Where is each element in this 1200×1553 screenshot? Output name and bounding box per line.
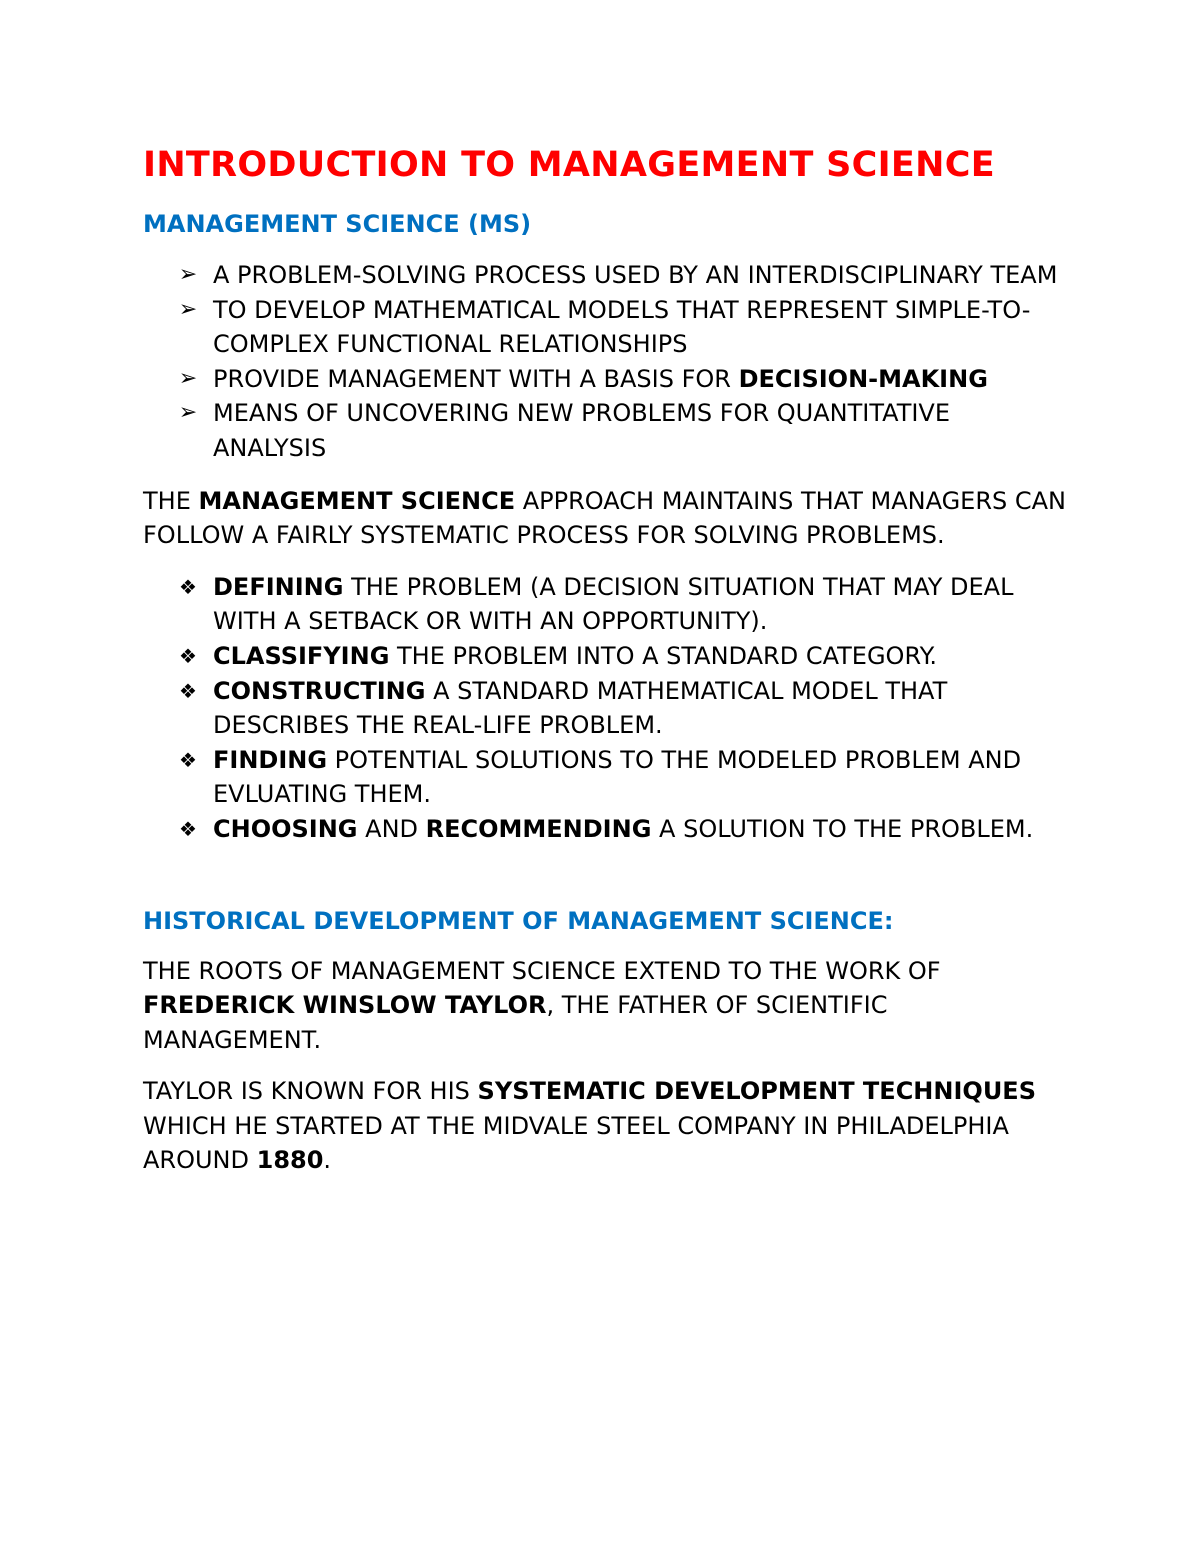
ms-definition-list bbox=[143, 258, 1068, 466]
four-diamond-bullet-icon: ❖ bbox=[179, 574, 197, 599]
paragraph-text: TAYLOR IS KNOWN FOR HIS bbox=[143, 1077, 478, 1106]
roots-paragraph bbox=[143, 954, 1068, 1058]
arrowhead-bullet-icon: ➢ bbox=[178, 365, 198, 391]
list-item-text: TO DEVELOP MATHEMATICAL MODELS THAT REPRESENT SIMPLE-TO-COMPLEX FUNCTIONAL RELATIONSHIPS bbox=[213, 295, 1031, 359]
list-item-bold-text: DEFINING bbox=[213, 572, 344, 601]
four-diamond-bullet-icon: ❖ bbox=[179, 816, 197, 841]
paragraph-bold-text: SYSTEMATIC DEVELOPMENT TECHNIQUES bbox=[477, 1077, 1036, 1106]
list-item-text: POTENTIAL SOLUTIONS TO THE MODELED PROBLEM AND EVLUATING THEM. bbox=[213, 745, 1022, 809]
list-item-bold-text: RECOMMENDING bbox=[425, 814, 652, 843]
list-item-text: THE PROBLEM (A DECISION SITUATION THAT MAY DEAL WITH A SETBACK OR WITH AN OPPORTUNITY). bbox=[213, 572, 1014, 636]
list-item-text: THE PROBLEM INTO A STANDARD CATEGORY. bbox=[389, 641, 938, 670]
list-item-bold-text: FINDING bbox=[213, 745, 328, 774]
list-item bbox=[179, 743, 1068, 812]
four-diamond-bullet-icon: ❖ bbox=[179, 643, 197, 668]
list-item-text: MEANS OF UNCOVERING NEW PROBLEMS FOR QUANTITATIVE ANALYSIS bbox=[213, 399, 951, 462]
list-item bbox=[179, 639, 1068, 674]
list-item bbox=[178, 396, 1068, 465]
list-item-text: AND bbox=[357, 814, 426, 843]
paragraph-text: THE ROOTS OF MANAGEMENT SCIENCE EXTEND TO THE WORK OF bbox=[143, 956, 941, 985]
list-item bbox=[178, 258, 1068, 293]
paragraph-bold-text: 1880 bbox=[256, 1146, 324, 1175]
list-item-text: A STANDARD MATHEMATICAL MODEL THAT DESCRIBES THE REAL-LIFE PROBLEM. bbox=[213, 676, 948, 740]
list-item-text: A PROBLEM-SOLVING PROCESS USED BY AN INTERDISCIPLINARY TEAM bbox=[213, 261, 1058, 289]
paragraph-text: WHICH HE STARTED AT THE MIDVALE STEEL COMPANY IN PHILADELPHIA AROUND bbox=[143, 1111, 1009, 1175]
paragraph-text: APPROACH MAINTAINS THAT MANAGERS CAN FOLLOW A FAIRLY SYSTEMATIC PROCESS FOR SOLVING PROBLEMS. bbox=[143, 486, 1067, 550]
section-heading-management-science: MANAGEMENT SCIENCE (MS) bbox=[143, 210, 532, 238]
arrowhead-bullet-icon: ➢ bbox=[178, 296, 198, 322]
list-item-bold-text: DECISION-MAKING bbox=[738, 364, 988, 393]
list-item-bold-text: CONSTRUCTING bbox=[213, 676, 426, 705]
document-title: INTRODUCTION TO MANAGEMENT SCIENCE bbox=[143, 145, 995, 185]
four-diamond-bullet-icon: ❖ bbox=[179, 678, 197, 703]
paragraph-text: THE bbox=[143, 486, 199, 515]
approach-paragraph bbox=[143, 484, 1068, 553]
taylor-paragraph bbox=[143, 1074, 1068, 1178]
list-item bbox=[178, 293, 1068, 362]
list-item bbox=[178, 362, 1068, 397]
list-item-bold-text: CLASSIFYING bbox=[213, 641, 390, 670]
list-item-bold-text: CHOOSING bbox=[213, 814, 358, 843]
section-heading-historical-development: HISTORICAL DEVELOPMENT OF MANAGEMENT SCIENCE: bbox=[143, 906, 894, 935]
list-item-text: PROVIDE MANAGEMENT WITH A BASIS FOR bbox=[213, 364, 739, 393]
list-item bbox=[179, 570, 1068, 639]
paragraph-text: . bbox=[323, 1146, 332, 1175]
four-diamond-bullet-icon: ❖ bbox=[179, 747, 197, 772]
list-item bbox=[179, 674, 1068, 743]
list-item-text: A SOLUTION TO THE PROBLEM. bbox=[651, 814, 1034, 843]
process-steps-list bbox=[143, 570, 1068, 847]
paragraph-bold-text: FREDERICK WINSLOW TAYLOR bbox=[143, 991, 547, 1020]
paragraph-bold-text: MANAGEMENT SCIENCE bbox=[198, 486, 516, 515]
arrowhead-bullet-icon: ➢ bbox=[178, 262, 198, 287]
arrowhead-bullet-icon: ➢ bbox=[178, 400, 198, 426]
document-page bbox=[143, 140, 1068, 1195]
list-item bbox=[179, 812, 1068, 847]
paragraph-text: , THE FATHER OF SCIENTIFIC MANAGEMENT. bbox=[143, 991, 888, 1054]
